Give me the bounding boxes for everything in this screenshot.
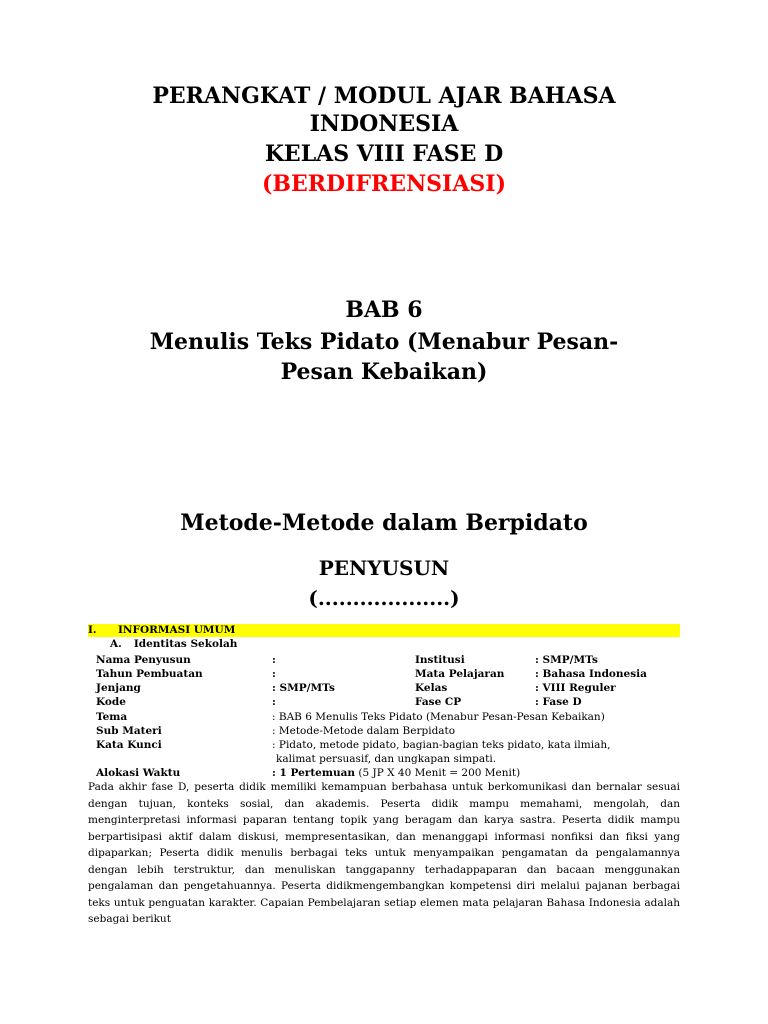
label-alokasi-waktu: Alokasi Waktu: [96, 767, 181, 779]
value-kelas: : VIII Reguler: [535, 682, 616, 694]
label-jenjang: Jenjang: [96, 682, 141, 694]
document-title-line-1: PERANGKAT / MODUL AJAR BAHASA: [152, 83, 616, 109]
chapter-title-line-1: Menulis Teks Pidato (Menabur Pesan-: [149, 329, 619, 355]
value-tema: : BAB 6 Menulis Teks Pidato (Menabur Pesan-Pesan Kebaikan): [272, 711, 605, 723]
label-mata-pelajaran: Mata Pelajaran: [415, 668, 505, 680]
value-alokasi-pertemuan: : 1 Pertemuan: [272, 767, 356, 779]
label-nama-penyusun: Nama Penyusun: [96, 654, 191, 666]
value-kode: :: [272, 696, 276, 708]
value-tahun-pembuatan: :: [272, 668, 276, 680]
learning-outcome-paragraph: Pada akhir fase D, peserta didik memiliki kemampuan berbahasa untuk berkomunikasi dan bernalar sesuai dengan tujuan, konteks sosial, dan akademis. Peserta didik mampu memahami, mengolah, dan menginterpretasi informasi paparan tentang topik yang beragam dan karya sastra. Peserta didik mampu berpartisipasi aktif dalam diskusi, mempresentasikan, dan menanggapi informasi nonfiksi dan fiksi yang dipaparkan; Peserta didik menulis berbagai teks untuk menyampaikan pengamatan da pengalamannya dengan lebih terstruktur, dan menuliskan tanggapanny terhadappaparan dan bacaan menggunakan pengalaman dan pengetahuannya. Peserta didikmengembangkan kompetensi diri melalui pajanan berbagai teks untuk penguatan karakter. Capaian Pembelajaran setiap elemen mata pelajaran Bahasa Indonesia adalah sebagai berikut: [88, 781, 680, 925]
subsection-number: A.: [110, 638, 122, 650]
document-title-differentiation: (BERDIFRENSIASI): [261, 171, 507, 197]
value-alokasi-waktu: [272, 766, 520, 780]
document-title-line-2: INDONESIA: [309, 111, 459, 137]
label-fase-cp: Fase CP: [415, 696, 462, 708]
label-tema: Tema: [96, 711, 128, 723]
section-header-informasi-umum: [88, 624, 680, 637]
value-fase-cp: : Fase D: [535, 696, 582, 708]
value-sub-materi: : Metode-Metode dalam Berpidato: [272, 725, 456, 737]
subsection-header: [110, 638, 237, 651]
label-kelas: Kelas: [415, 682, 448, 694]
value-kata-kunci-line-2: kalimat persuasif, dan ungkapan simpati.: [276, 753, 497, 765]
value-jenjang: : SMP/MTs: [272, 682, 335, 694]
section-title: INFORMASI UMUM: [118, 624, 236, 636]
value-mata-pelajaran: : Bahasa Indonesia: [535, 668, 647, 680]
label-kode: Kode: [96, 696, 126, 708]
chapter-number: BAB 6: [345, 297, 423, 323]
value-alokasi-detail: (5 JP X 40 Menit = 200 Menit): [355, 767, 521, 779]
document-title-line-3: KELAS VIII FASE D: [264, 141, 504, 167]
label-sub-materi: Sub Materi: [96, 725, 162, 737]
value-nama-penyusun: :: [272, 654, 276, 666]
value-institusi: : SMP/MTs: [535, 654, 598, 666]
section-number: I.: [88, 624, 97, 636]
subsection-title: Identitas Sekolah: [133, 638, 238, 650]
value-kata-kunci-line-1: : Pidato, metode pidato, bagian-bagian teks pidato, kata ilmiah,: [272, 739, 611, 751]
topic-title: Metode-Metode dalam Berpidato: [180, 510, 588, 536]
label-institusi: Institusi: [415, 654, 465, 666]
label-tahun-pembuatan: Tahun Pembuatan: [96, 668, 203, 680]
label-kata-kunci: Kata Kunci: [96, 739, 162, 751]
author-placeholder: (...................): [308, 586, 460, 610]
chapter-title-line-2: Pesan Kebaikan): [280, 359, 488, 385]
author-label: PENYUSUN: [318, 556, 450, 580]
